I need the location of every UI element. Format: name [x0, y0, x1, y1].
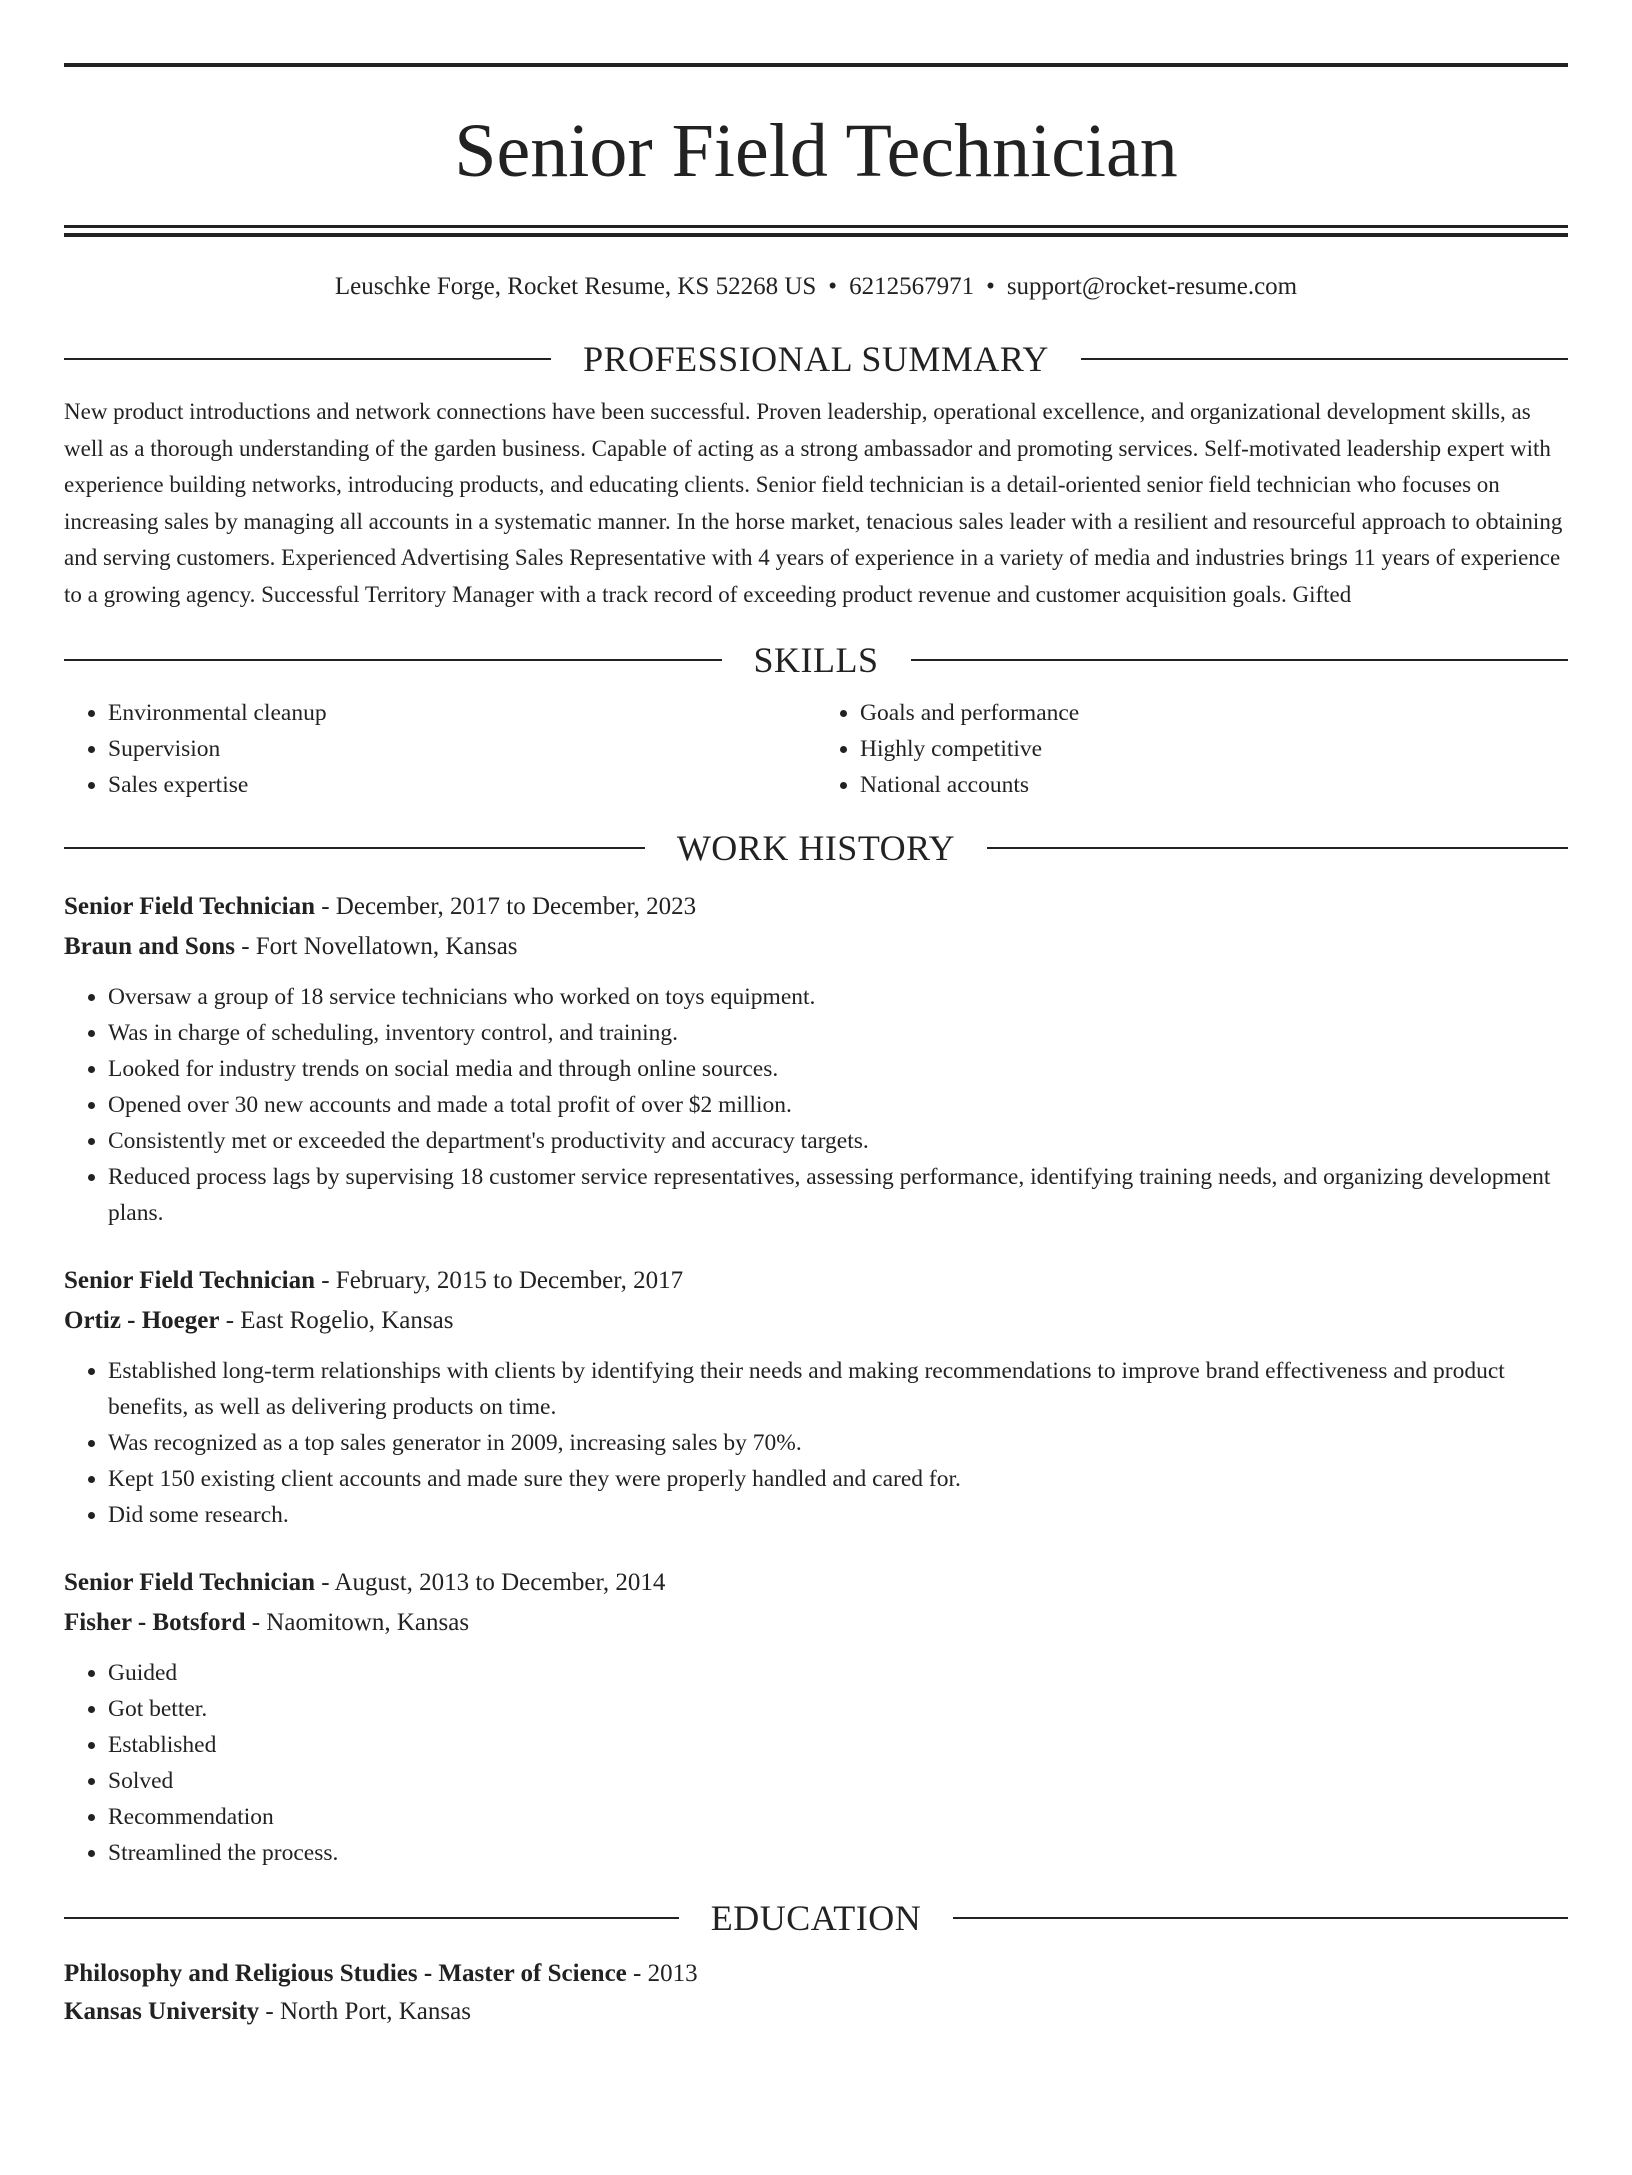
skill-item: • Supervision: [108, 731, 816, 767]
skills-heading-label: SKILLS: [753, 640, 879, 680]
job-company: Fisher - Botsford: [64, 1609, 246, 1636]
job-bullet: • Was in charge of scheduling, inventory control, and training.: [108, 1015, 1568, 1051]
job-bullets: [64, 1655, 1568, 1871]
job-title: Senior Field Technician: [64, 893, 315, 920]
education-heading-label: EDUCATION: [710, 1898, 922, 1938]
work-heading-label: WORK HISTORY: [676, 828, 956, 868]
job-location: - Naomitown, Kansas: [245, 1609, 470, 1636]
education-entry: [64, 1955, 1568, 2031]
job-title: Senior Field Technician: [64, 1267, 315, 1294]
job-bullets: [64, 1353, 1568, 1533]
job-bullets: [64, 979, 1568, 1231]
title-double-rule: [64, 225, 1568, 237]
resume-title: Senior Field Technician: [454, 109, 1178, 193]
education-degree-line: [64, 1955, 1568, 1993]
job-entry: [64, 1261, 1568, 1533]
skill-item: • National accounts: [860, 767, 1568, 803]
skill-item: • Goals and performance: [860, 695, 1568, 731]
job-entry: [64, 887, 1568, 1231]
job-bullet: • Was recognized as a top sales generator in 2009, increasing sales by 70%.: [108, 1425, 1568, 1461]
job-title-line: [64, 1563, 1568, 1603]
skills-list: [64, 695, 1568, 803]
job-company-line: [64, 1603, 1568, 1643]
job-bullet: • Recommendation: [108, 1799, 1568, 1835]
heading-rule: [987, 847, 1568, 849]
job-location: - Fort Novellatown, Kansas: [234, 933, 518, 960]
job-title-line: [64, 1261, 1568, 1301]
top-rule: [64, 63, 1568, 67]
contact-email: support@rocket-resume.com: [1006, 273, 1298, 300]
contact-separator: •: [828, 273, 838, 300]
summary-heading-label: PROFESSIONAL SUMMARY: [583, 339, 1049, 379]
job-bullet: • Solved: [108, 1763, 1568, 1799]
job-bullet: • Consistently met or exceeded the department's productivity and accuracy targets.: [108, 1123, 1568, 1159]
skills-column-right: [816, 695, 1568, 803]
work-heading: [64, 825, 1568, 871]
education-degree: Philosophy and Religious Studies - Master of Science: [64, 1960, 627, 1987]
skills-heading: [64, 637, 1568, 683]
education-school: Kansas University: [64, 1998, 260, 2025]
job-company-line: [64, 927, 1568, 967]
job-bullet: • Oversaw a group of 18 service technicians who worked on toys equipment.: [108, 979, 1568, 1015]
contact-address: Leuschke Forge, Rocket Resume, KS 52268 US: [334, 273, 817, 300]
job-company-line: [64, 1301, 1568, 1341]
job-bullet: • Got better.: [108, 1691, 1568, 1727]
job-company: Braun and Sons: [64, 933, 235, 960]
job-bullet: • Opened over 30 new accounts and made a total profit of over $2 million.: [108, 1087, 1568, 1123]
heading-rule: [911, 659, 1569, 661]
contact-separator: •: [986, 273, 995, 300]
job-entry: [64, 1563, 1568, 1871]
heading-rule: [953, 1917, 1568, 1919]
job-dates: - February, 2015 to December, 2017: [314, 1267, 684, 1294]
contact-line: [64, 270, 1568, 304]
education-location: - North Port, Kansas: [259, 1998, 471, 2025]
contact-phone: 6212567971: [849, 273, 975, 300]
job-title-line: [64, 887, 1568, 927]
job-company: Ortiz - Hoeger: [64, 1307, 220, 1334]
job-bullet: • Did some research.: [108, 1497, 1568, 1533]
job-bullet: • Looked for industry trends on social media and through online sources.: [108, 1051, 1568, 1087]
education-school-line: [64, 1993, 1568, 2031]
job-bullet: • Streamlined the process.: [108, 1835, 1568, 1871]
job-bullet: • Established long-term relationships with clients by identifying their needs and making recommendations to improve brand effectiveness and product benefits, as well as delivering products on time.: [108, 1353, 1568, 1425]
skill-item: • Environmental cleanup: [108, 695, 816, 731]
job-title: Senior Field Technician: [64, 1569, 315, 1596]
heading-rule: [64, 659, 722, 661]
job-dates: - December, 2017 to December, 2023: [314, 893, 697, 920]
heading-rule: [64, 358, 551, 360]
job-bullet: • Kept 150 existing client accounts and made sure they were properly handled and cared for.: [108, 1461, 1568, 1497]
heading-rule: [64, 1917, 679, 1919]
job-bullet: • Guided: [108, 1655, 1568, 1691]
resume-page: [0, 63, 1632, 2175]
heading-rule: [64, 847, 645, 849]
skill-item: • Sales expertise: [108, 767, 816, 803]
job-location: - East Rogelio, Kansas: [219, 1307, 454, 1334]
education-heading: [64, 1895, 1568, 1941]
heading-rule: [1081, 358, 1568, 360]
education-year: - 2013: [626, 1960, 698, 1987]
summary-text: New product introductions and network connections have been successful. Proven leadership, operational excellence, and organizational development skills, as well as a thorough understanding of the garden business. Capable of acting as a strong ambassador and promoting services. Self-motivated leadership expert with experience building networks, introducing products, and educating clients. Senior field technician is a detail-oriented senior field technician who focuses on increasing sales by managing all accounts in a systematic manner. In the horse market, tenacious sales leader with a resilient and resourceful approach to obtaining and serving customers. Experienced Advertising Sales Representative with 4 years of experience in a variety of media and industries brings 11 years of experience to a growing agency. Successful Territory Manager with a track record of exceeding product revenue and customer acquisition goals. Gifted: [64, 399, 1563, 607]
skills-column-left: [64, 695, 816, 803]
job-bullet: • Reduced process lags by supervising 18 customer service representatives, assessing performance, identifying training needs, and organizing development plans.: [108, 1159, 1568, 1231]
job-dates: - August, 2013 to December, 2014: [314, 1569, 666, 1596]
job-bullet: • Established: [108, 1727, 1568, 1763]
summary-heading: [64, 336, 1568, 382]
skill-item: • Highly competitive: [860, 731, 1568, 767]
